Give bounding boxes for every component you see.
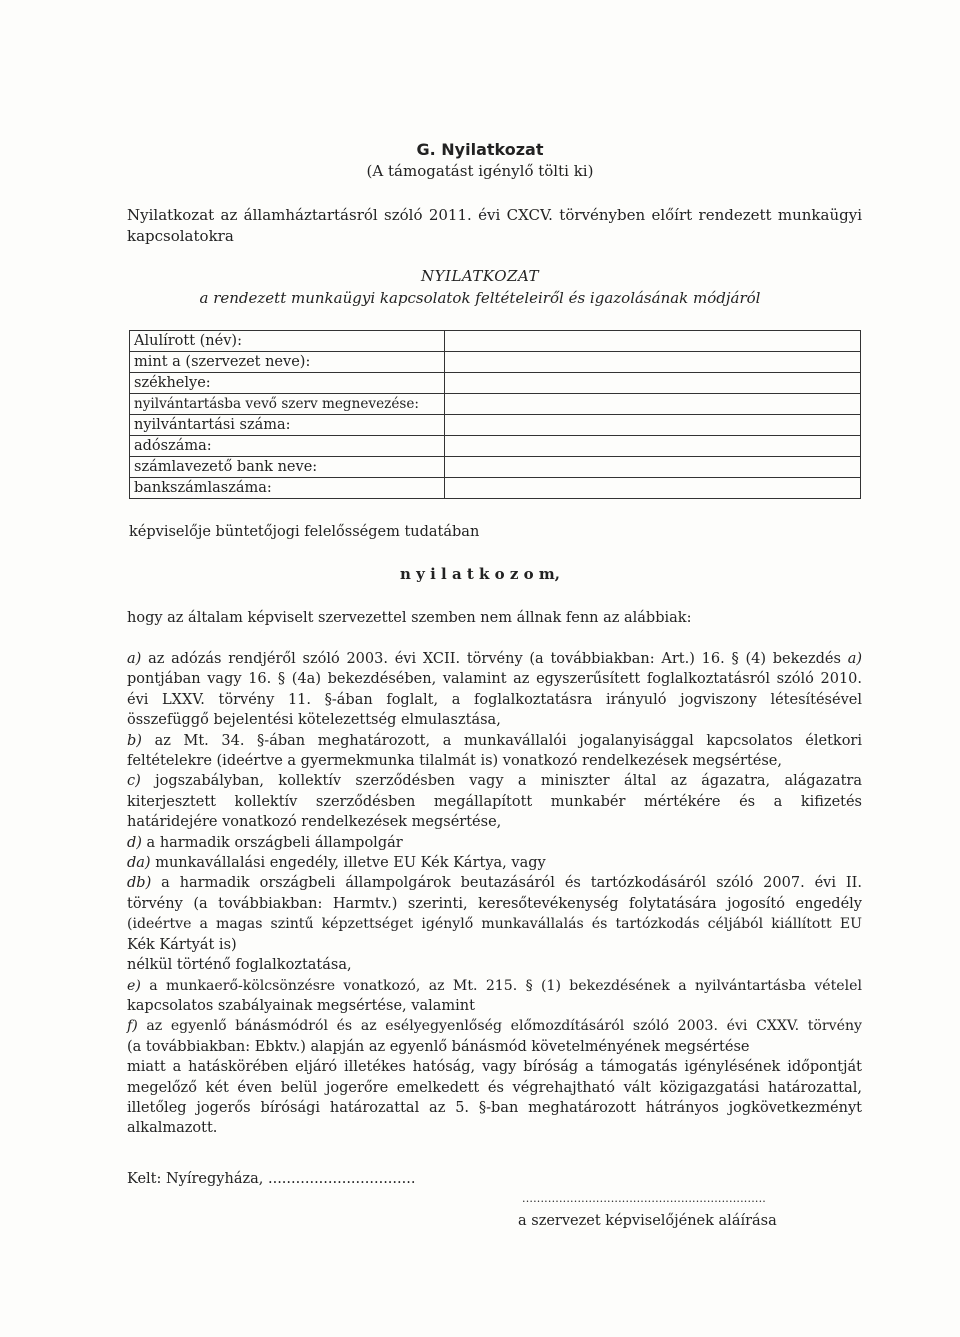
item-text: Kék Kártyát is) <box>127 936 237 953</box>
item-text: törvény (a továbbiakban: Harmtv.) szerinti, keresőtevékenység folytatására jogosító engedély <box>127 895 862 912</box>
declare-word: n y i l a t k o z o m, <box>400 565 560 583</box>
form-value-field[interactable] <box>445 331 861 352</box>
item-text: (a továbbiakban: Ebktv.) alapján az egyenlő bánásmód követelményének megsértése <box>127 1038 750 1055</box>
item-text: összefüggő bejelentési kötelezettség elmulasztása, <box>127 712 501 729</box>
form-value-field[interactable] <box>445 373 861 394</box>
item-text: pontjában vagy 16. § (4a) bekezdésében, valamint az egyszerűsített foglalkoztatásról szóló 2010. <box>127 671 862 688</box>
intro-line-2: kapcsolatokra <box>127 227 234 245</box>
item-text: alkalmazott. <box>127 1120 218 1137</box>
place-date-field[interactable]: Kelt: Nyíregyháza, ................................ <box>127 1171 416 1187</box>
list-item <box>127 731 862 751</box>
item-letter: a) <box>127 651 142 667</box>
item-letter: b) <box>127 732 142 749</box>
item-letter: db) <box>127 875 152 892</box>
form-label: nyilvántartásba vevő szerv megnevezése: <box>130 394 445 415</box>
item-text: kapcsolatos szabályainak megsértése, valamint <box>127 997 475 1014</box>
form-value-field[interactable] <box>445 436 861 457</box>
signature-label: a szervezet képviselőjének aláírása <box>518 1213 777 1229</box>
list-item <box>127 873 862 893</box>
form-value-field[interactable] <box>445 394 861 415</box>
item-text: (ideértve a magas szintű képzettséget igénylő munkavállalás és tartózkodás céljából kiállított EU <box>127 916 862 933</box>
item-text: a munkaerő-kölcsönzésre vonatkozó, az Mt. 215. § (1) bekezdésének a nyilvántartásba vételel <box>140 977 862 994</box>
declaration-subtitle: a rendezett munkaügyi kapcsolatok feltételeiről és igazolásának módjáról <box>199 289 761 307</box>
list-item <box>127 976 862 996</box>
form-row <box>130 373 861 394</box>
item-text: a harmadik országbeli állampolgár <box>141 834 403 851</box>
form-label: bankszámlaszáma: <box>130 478 445 499</box>
item-text: az adózás rendjéről szóló 2003. évi XCII. törvény (a továbbiakban: Art.) 16. § (4) bekezdés <box>141 651 848 667</box>
list-item <box>127 853 862 873</box>
intro-line-1: Nyilatkozat az államháztartásról szóló 2011. évi CXCV. törvényben előírt rendezett munkaügyi <box>127 206 862 224</box>
item-letter: e) <box>127 977 141 994</box>
form-label: számlavezető bank neve: <box>130 457 445 478</box>
item-text: kiterjesztett kollektív szerződésben megállapított munkabér mértékére és a kifizetés <box>127 793 862 810</box>
item-letter: d) <box>127 834 142 851</box>
form-row <box>130 352 861 373</box>
declaration-title: NYILATKOZAT <box>421 267 539 285</box>
form-label: mint a (szervezet neve): <box>130 352 445 373</box>
form-row <box>130 436 861 457</box>
form-row <box>130 457 861 478</box>
form-label: székhelye: <box>130 373 445 394</box>
form-value-field[interactable] <box>445 352 861 373</box>
declaration-lead: hogy az általam képviselt szervezettel szemben nem állnak fenn az alábbiak: <box>127 610 692 626</box>
item-text: az egyenlő bánásmódról és az esélyegyenlőség előmozdításáról szóló 2003. évi CXXV. törvény <box>137 1018 862 1035</box>
conditions-list <box>127 649 862 1139</box>
item-text: illetőleg jogerős bírósági határozattal az 5. §-ban meghatározott hátrányos jogkövetkezményt <box>127 1099 862 1116</box>
list-item <box>127 1016 862 1036</box>
signature-line: .................................................................. <box>522 1192 766 1205</box>
item-text: megelőző két éven belül jogerőre emelkedett és végrehajtható vált közigazgatási határozattal, <box>127 1079 862 1096</box>
list-item <box>127 771 862 791</box>
form-row <box>130 478 861 499</box>
item-text: a harmadik országbeli állampolgárok beutazásáról és tartózkodásáról szóló 2007. évi II. <box>151 875 862 892</box>
form-title: G. Nyilatkozat <box>416 140 544 159</box>
form-label: adószáma: <box>130 436 445 457</box>
item-text: évi LXXV. törvény 11. §-ában foglalt, a foglalkoztatásra irányuló jogviszony létesítésével <box>127 691 862 708</box>
form-label: Alulírott (név): <box>130 331 445 352</box>
item-letter: a) <box>847 651 862 667</box>
responsibility-text: képviselője büntetőjogi felelősségem tudatában <box>129 524 480 540</box>
item-text: határidejére vonatkozó rendelkezések megsértése, <box>127 814 502 831</box>
item-letter: f) <box>127 1018 138 1035</box>
item-text: miatt a hatáskörében eljáró illetékes hatóság, vagy bíróság a támogatás igénylésének időpontját <box>127 1059 862 1076</box>
form-subtitle: (A támogatást igénylő tölti ki) <box>366 162 594 180</box>
list-item <box>127 649 862 669</box>
item-text: nélkül történő foglalkoztatása, <box>127 957 352 974</box>
item-text: jogszabályban, kollektív szerződésben vagy a miniszter által az ágazatra, alágazatra <box>140 773 862 790</box>
item-text: feltételekre (ideértve a gyermekmunka tilalmát is) vonatkozó rendelkezések megsértése, <box>127 753 782 770</box>
item-text: az Mt. 34. §-ában meghatározott, a munkavállalói jogalanyisággal kapcsolatos életkori <box>141 732 862 749</box>
item-text: munkavállalási engedély, illetve EU Kék Kártya, vagy <box>150 855 546 872</box>
item-letter: c) <box>127 773 141 790</box>
form-value-field[interactable] <box>445 457 861 478</box>
form-value-field[interactable] <box>445 415 861 436</box>
form-row <box>130 415 861 436</box>
form-label: nyilvántartási száma: <box>130 415 445 436</box>
form-row <box>130 394 861 415</box>
form-row <box>130 331 861 352</box>
form-value-field[interactable] <box>445 478 861 499</box>
item-letter: da) <box>127 855 151 872</box>
personal-data-form <box>129 330 861 499</box>
list-item <box>127 833 862 853</box>
